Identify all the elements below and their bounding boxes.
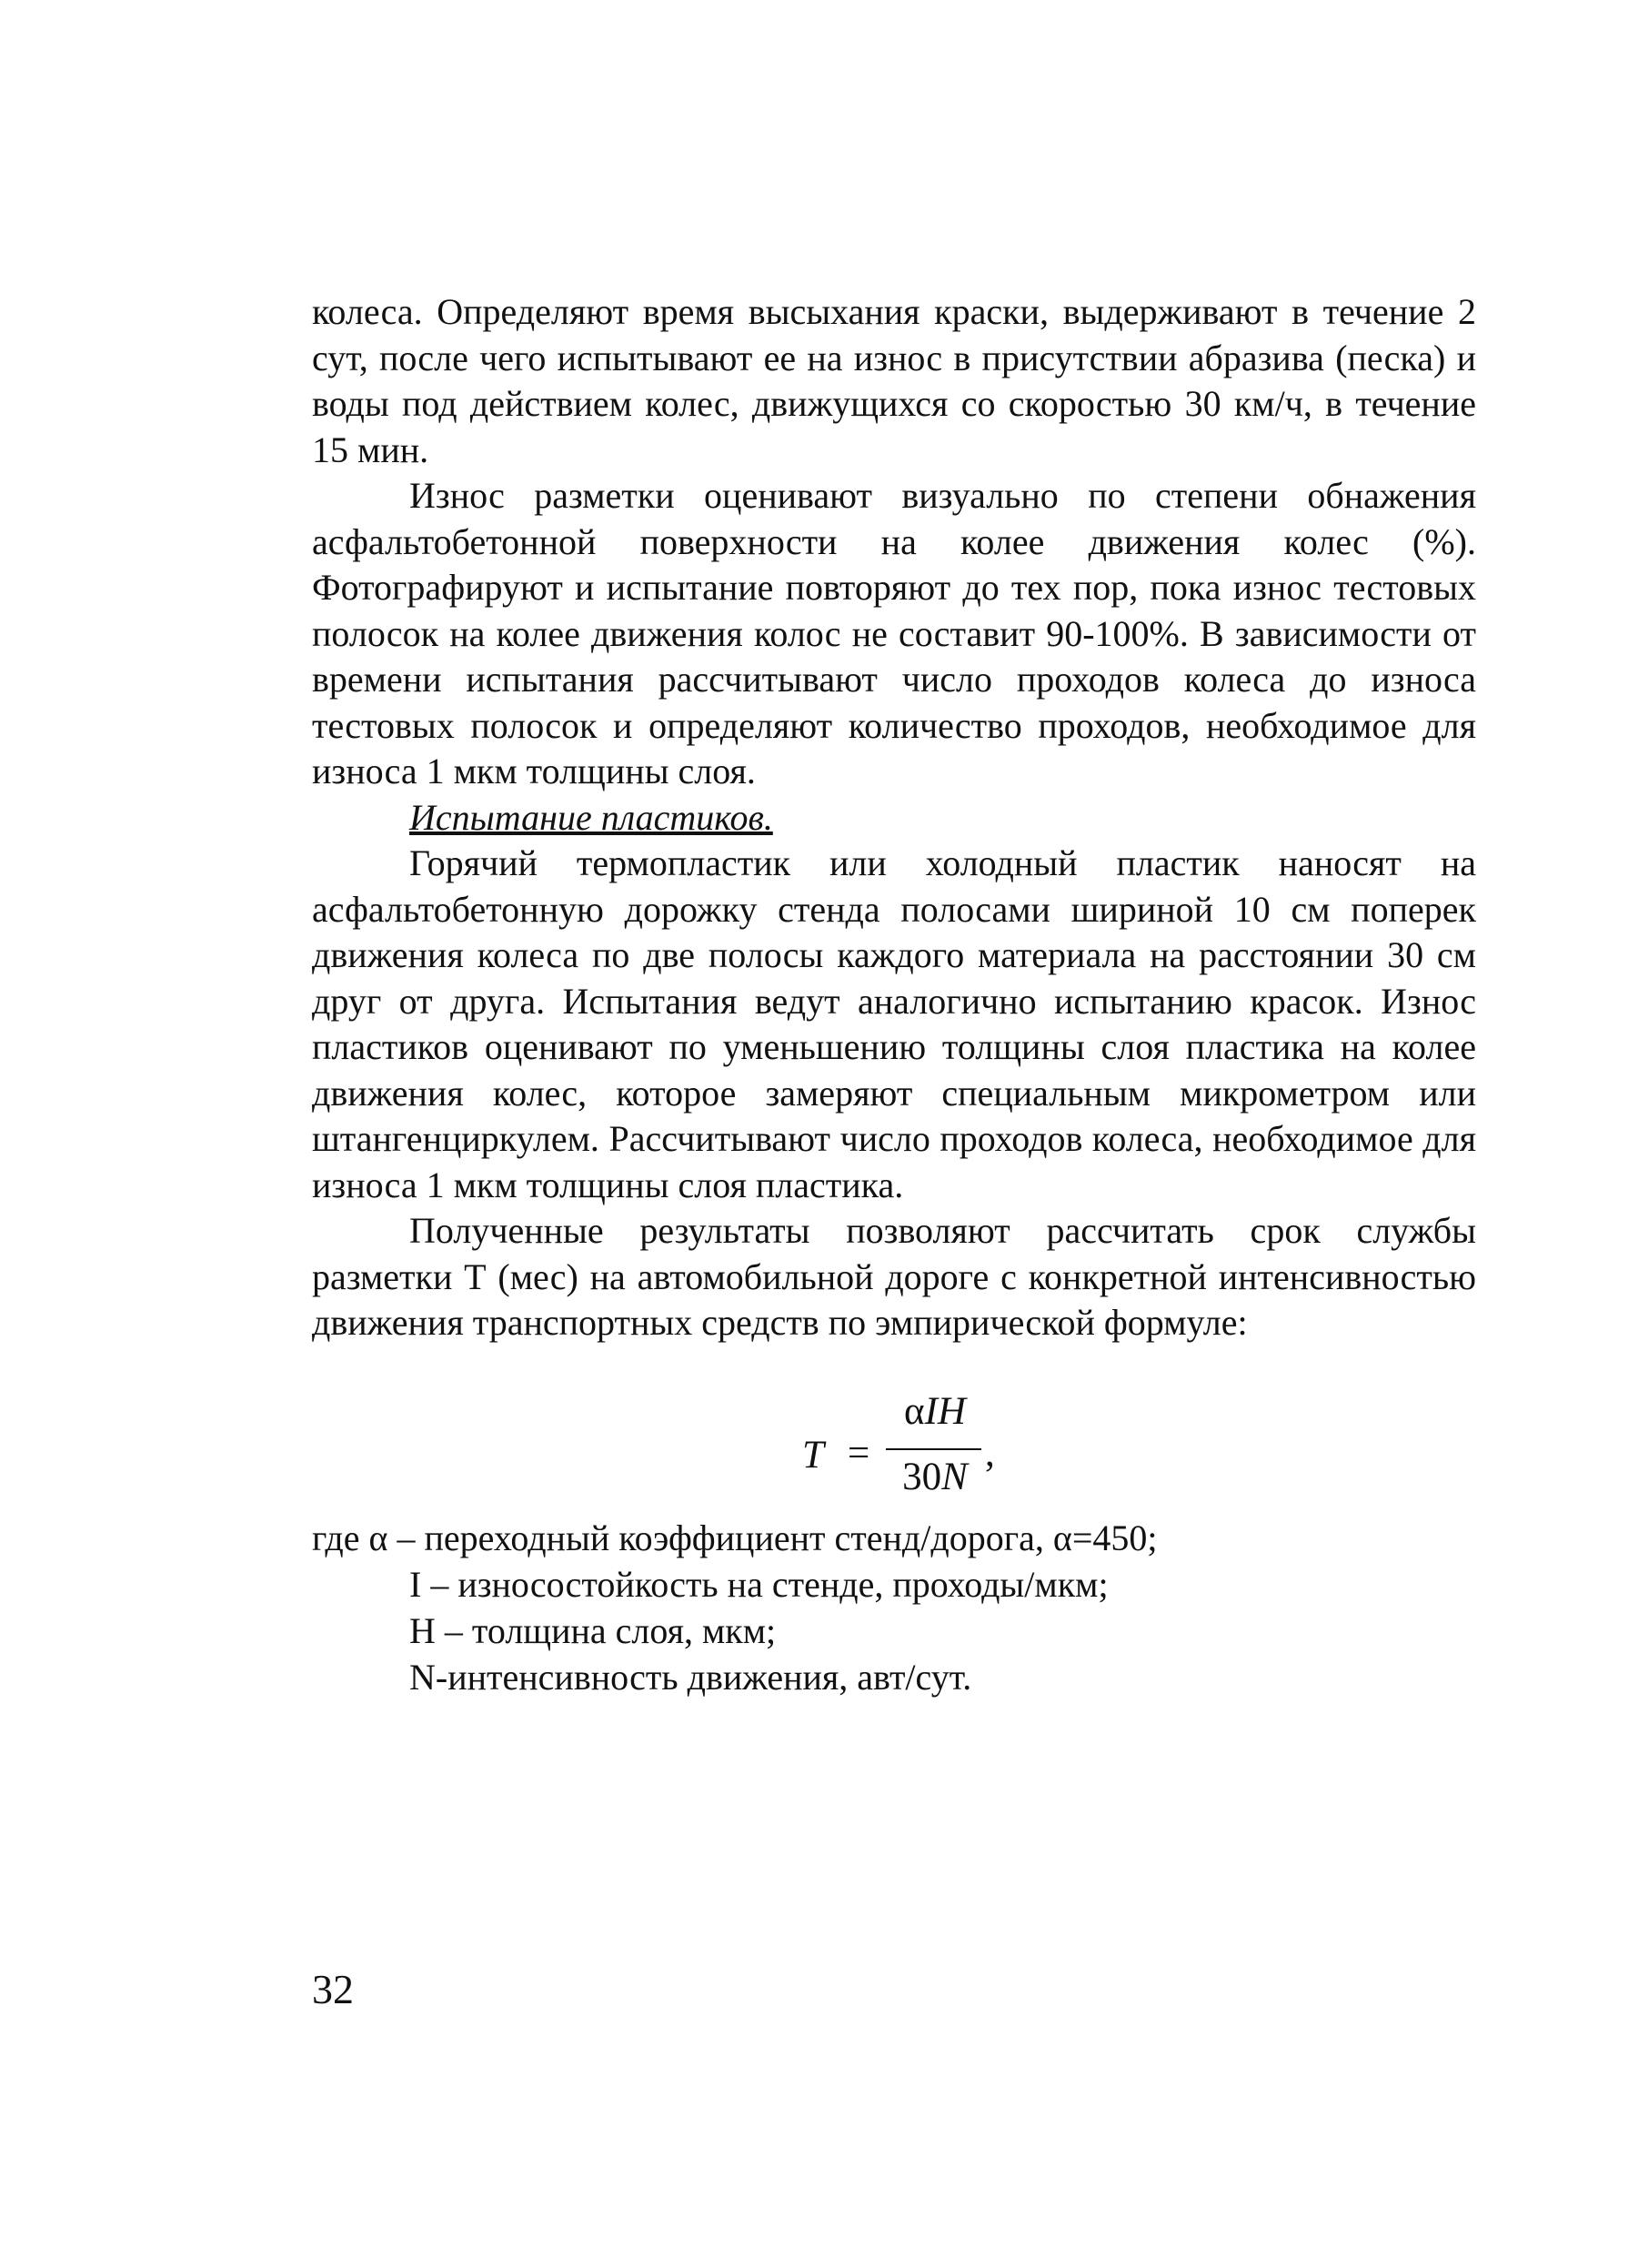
formula-comma: , [985,1432,995,1475]
paragraph-results: Полученные результаты позволяют рассчитать срок службы разметки Т (мес) на автомобильной дороге с конкретной интенсивностью движения транспортных средств по эмпирической формуле: [312,1210,1476,1343]
paragraph-continuation: колеса. Определяют время высыхания краски, выдерживают в течение 2 сут, после чего испытывают ее на износ в присутствии абразива (песка) и воды под действием колес, движущихся со скоростью 30 км/ч, в течение 15 мин. [312,291,1476,470]
service-life-formula [791,1389,1028,1517]
legend-alpha: где α – переходный коэффициент стенд/дорога, α=450; [312,1517,1158,1558]
paragraph-plastics-test: Горячий термопластик или холодный пластик наносят на асфальтобетонную дорожку стенда полосами шириной 10 см поперек движения колеса по две полосы каждого материала на расстоянии 30 см друг от друга. Испытания ведут аналогично испытанию красок. Износ пластиков оценивают по уменьшению толщины слоя пластика на колее движения колес, которое замеряют специальным микрометром или штангенциркулем. Рассчитывают число проходов колеса, необходимое для износа 1 мкм толщины слоя пластика. [312,842,1476,1205]
legend-i: I – износостойкость на стенде, проходы/мкм; [409,1564,1109,1605]
legend-n: N-интенсивность движения, авт/сут. [409,1657,972,1698]
legend-h: H – толщина слоя, мкм; [409,1610,777,1651]
formula-numerator: αIH [904,1390,966,1433]
page-number: 32 [312,1966,354,2012]
paragraph-wear-assessment: Износ разметки оценивают визуально по степени обнажения асфальтобетонной поверхности на колее движения колес (%). Фотографируют и испытание повторяют до тех пор, пока износ тестовых полосок на колее движения колос не составит 90-100%. В зависимости от времени испытания рассчитывают число проходов колеса до износа тестовых полосок и определяют количество проходов, необходимое для износа 1 мкм толщины слоя. [312,475,1476,791]
body-text [312,289,1476,1346]
formula-legend [312,1515,1476,1700]
formula-equals: = [848,1432,870,1475]
formula-denominator: 30N [902,1456,968,1498]
section-subheading: Испытание пластиков. [409,796,773,838]
formula-lhs: T [802,1434,824,1477]
fraction-bar [886,1448,981,1450]
